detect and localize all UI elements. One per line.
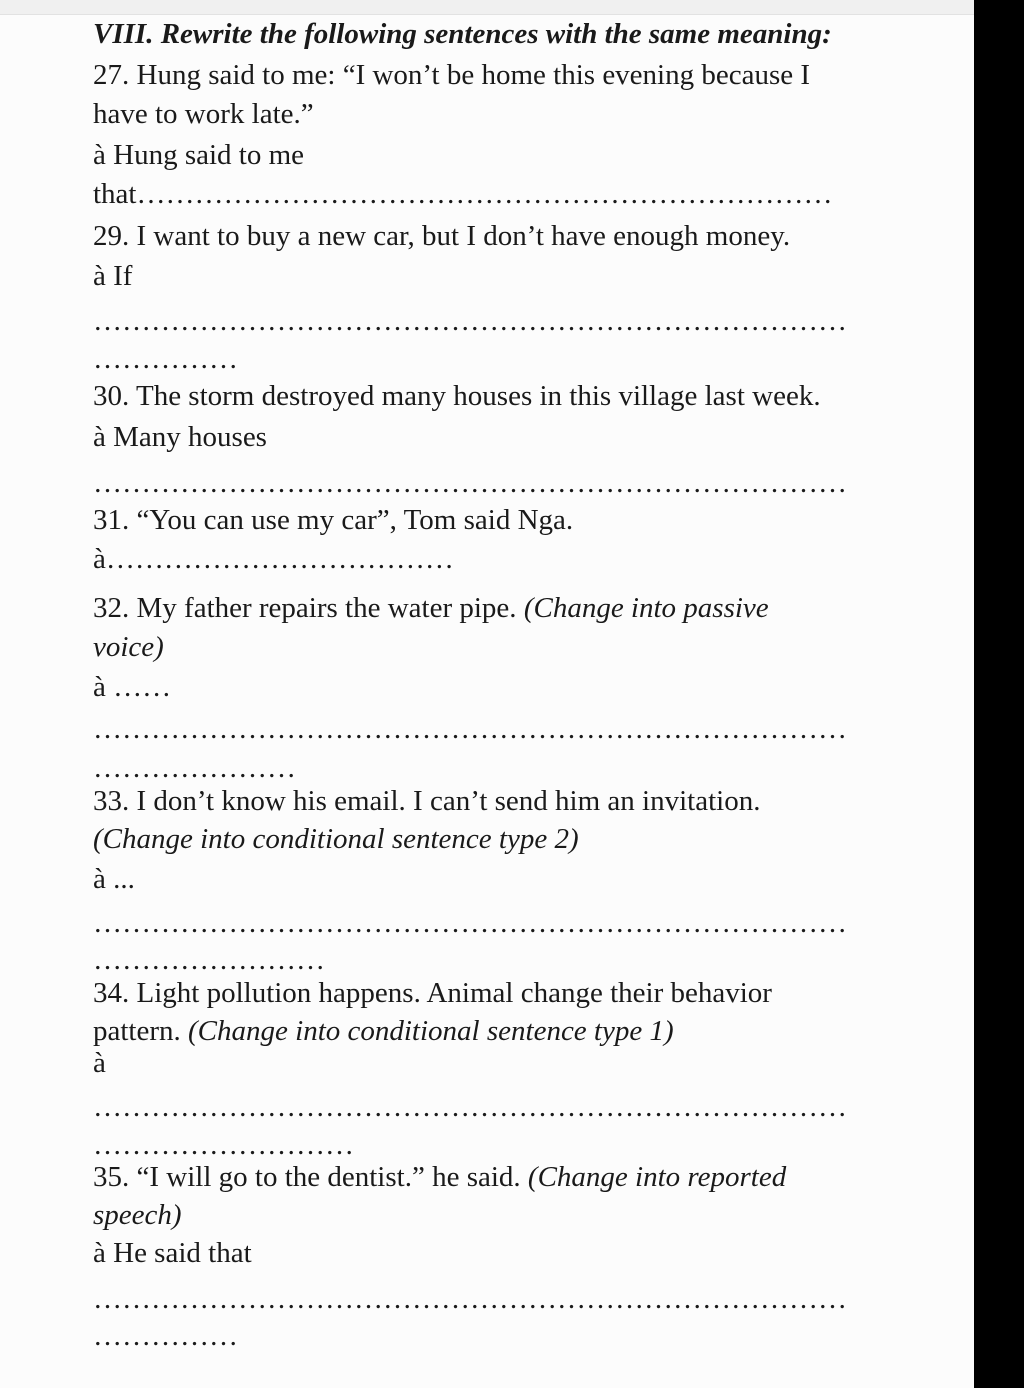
q35-answer-line-continued[interactable]: …………… xyxy=(93,1320,238,1352)
q27-prompt-line2: have to work late.” xyxy=(93,98,314,130)
q32-prompt xyxy=(93,591,769,625)
q32-prompt-text: 32. My father repairs the water pipe. xyxy=(93,592,517,624)
q32-instruction: (Change into passive xyxy=(523,592,769,624)
q35-prompt-text: 35. “I will go to the dentist.” he said. xyxy=(93,1161,521,1193)
q32-instruction-line2 xyxy=(93,630,164,664)
q27-prompt-line1: 27. Hung said to me: “I won’t be home this evening because I xyxy=(93,59,811,91)
q33-answer-start[interactable]: à ... xyxy=(93,863,135,895)
q35-instruction-line2 xyxy=(93,1198,182,1232)
q35-instruction-cont: speech) xyxy=(93,1199,182,1231)
q35-instruction: (Change into reported xyxy=(527,1161,787,1193)
q34-prompt: 34. Light pollution happens. Animal change their behavior xyxy=(93,977,772,1009)
q35-prompt xyxy=(93,1160,786,1194)
q33-prompt: 33. I don’t know his email. I can’t send him an invitation. xyxy=(93,785,761,817)
q34-answer-line[interactable]: …………………………………………………………………… xyxy=(93,1091,847,1123)
q32-answer-line[interactable]: …………………………………………………………………… xyxy=(93,713,847,745)
q35-answer-start: à He said that xyxy=(93,1237,252,1269)
q33-answer-line[interactable]: …………………………………………………………………… xyxy=(93,907,847,939)
q34-answer-line-continued[interactable]: ……………………… xyxy=(93,1129,354,1161)
q33-answer-line-continued[interactable]: …………………… xyxy=(93,944,325,976)
q29-answer-line-continued[interactable]: …………… xyxy=(93,343,238,375)
top-strip xyxy=(0,0,974,15)
q31-answer-line[interactable]: à……………………………… xyxy=(93,543,454,575)
q31-prompt: 31. “You can use my car”, Tom said Nga. xyxy=(93,504,574,536)
q29-answer-line[interactable]: …………………………………………………………………… xyxy=(93,305,847,337)
q27-answer-line2[interactable]: that……………………………………………………………… xyxy=(93,178,833,210)
q27-answer-line1: à Hung said to me xyxy=(93,139,305,171)
q32-instruction-cont: voice) xyxy=(93,631,164,663)
q35-answer-line[interactable]: …………………………………………………………………… xyxy=(93,1283,847,1315)
q33-instruction: (Change into conditional sentence type 2) xyxy=(93,823,579,855)
q30-prompt: 30. The storm destroyed many houses in this village last week. xyxy=(93,380,821,412)
q34-answer-start: à xyxy=(93,1047,106,1079)
q34-prompt-cont: pattern. xyxy=(93,1015,181,1047)
q33-instruction-line xyxy=(93,822,579,856)
q30-answer-line[interactable]: …………………………………………………………………… xyxy=(93,467,847,499)
q32-answer-start[interactable]: à …… xyxy=(93,671,172,703)
q32-answer-line-continued[interactable]: ………………… xyxy=(93,752,296,784)
q34-instruction: (Change into conditional sentence type 1) xyxy=(188,1015,674,1047)
q34-prompt-line2 xyxy=(93,1014,674,1048)
q30-answer-start: à Many houses xyxy=(93,421,267,453)
q29-answer-start: à If xyxy=(93,260,133,292)
q29-prompt: 29. I want to buy a new car, but I don’t have enough money. xyxy=(93,220,791,252)
section-heading: VIII. Rewrite the following sentences with the same meaning: xyxy=(93,18,832,50)
